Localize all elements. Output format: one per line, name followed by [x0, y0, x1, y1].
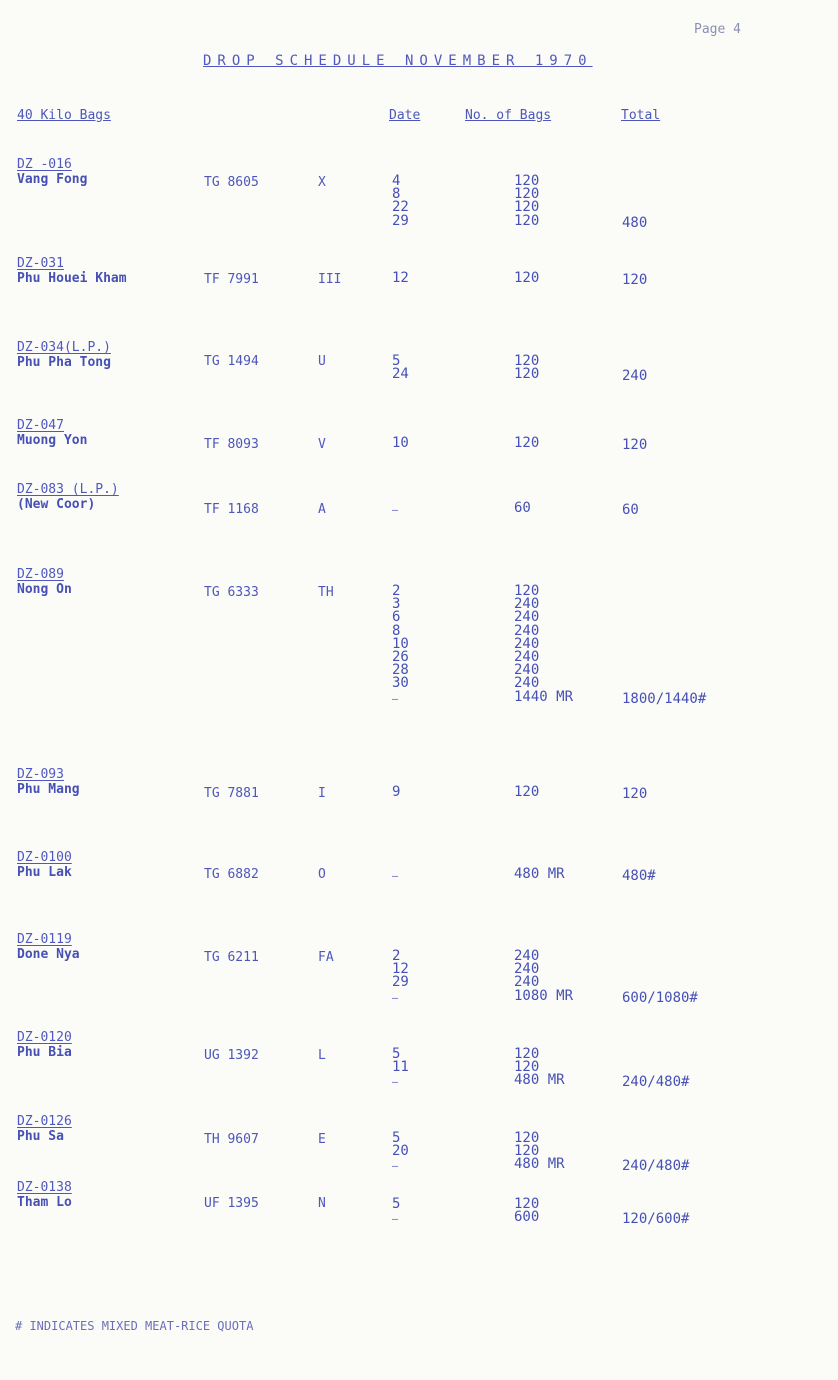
row-total: 120 — [622, 437, 648, 453]
bag-count: 480 MR — [514, 1156, 565, 1173]
grid-reference: TG 6882 — [204, 867, 259, 882]
dz-code: DZ-034(L.P.) — [17, 340, 111, 355]
bag-count: 120 — [514, 353, 540, 369]
zone-letter: FA — [318, 950, 334, 965]
drop-date: 8 — [392, 622, 401, 639]
header-total: Total — [621, 108, 661, 123]
bag-count: 240 — [514, 649, 540, 665]
grid-reference: TF 7991 — [204, 272, 259, 287]
bag-count: 240 — [514, 961, 540, 978]
grid-reference: UG 1392 — [204, 1048, 259, 1063]
dz-code: DZ-0138 — [17, 1180, 72, 1195]
drop-date: 10 — [392, 435, 409, 451]
bag-count: 120 — [514, 270, 540, 286]
bag-count: 1080 MR — [514, 987, 574, 1004]
bag-count: 60 — [514, 500, 531, 516]
row-total: 480# — [622, 868, 656, 884]
dz-location-name: Vang Fong — [17, 172, 88, 187]
drop-date: 5 — [392, 1046, 401, 1062]
zone-letter: O — [318, 867, 326, 882]
dz-code: DZ-0120 — [17, 1030, 72, 1045]
grid-reference: TG 6211 — [204, 950, 259, 965]
drop-date: — — [392, 505, 399, 516]
drop-date: 12 — [392, 961, 409, 978]
drop-date: 12 — [392, 270, 409, 286]
bag-count: 600 — [514, 1209, 540, 1226]
drop-date: 20 — [392, 1143, 409, 1160]
bag-count: 240 — [514, 662, 540, 679]
row-total: 240/480# — [622, 1074, 690, 1091]
row-total: 600/1080# — [622, 989, 698, 1006]
bag-count: 1440 MR — [514, 688, 574, 705]
grid-reference: TG 8605 — [204, 175, 259, 190]
bag-count: 240 — [514, 622, 540, 639]
dz-code: DZ-093 — [17, 767, 64, 782]
bag-count: 480 MR — [514, 1072, 565, 1089]
grid-reference: TF 8093 — [204, 437, 259, 452]
bag-count: 240 — [514, 635, 540, 652]
row-total: 480 — [622, 214, 648, 231]
bag-count: 120 — [514, 199, 540, 216]
bag-count: 120 — [514, 1046, 540, 1062]
drop-date: 11 — [392, 1059, 409, 1076]
document-title: DROP SCHEDULE NOVEMBER 1970 — [203, 53, 593, 69]
drop-date: — — [392, 871, 399, 882]
footnote: # INDICATES MIXED MEAT-RICE QUOTA — [15, 1319, 254, 1333]
bag-count: 240 — [514, 974, 540, 991]
zone-letter: III — [318, 272, 342, 287]
row-total: 120/600# — [622, 1211, 690, 1228]
drop-date: 5 — [392, 1196, 401, 1212]
dz-location-name: Phu Sa — [17, 1129, 64, 1144]
row-total: 240 — [622, 368, 648, 385]
dz-code: DZ-0100 — [17, 850, 72, 865]
bag-count: 120 — [514, 212, 540, 229]
bag-count: 120 — [514, 366, 540, 383]
bag-count: 240 — [514, 609, 540, 626]
bag-count: 120 — [514, 173, 540, 189]
drop-date: 30 — [392, 675, 409, 692]
dz-code: DZ-083 (L.P.) — [17, 482, 119, 497]
bag-count: 240 — [514, 675, 540, 692]
drop-date: 5 — [392, 1130, 401, 1146]
dz-code: DZ-089 — [17, 567, 64, 582]
drop-date: 24 — [392, 366, 409, 383]
row-total: 240/480# — [622, 1158, 690, 1175]
header-no-of-bags: No. of Bags — [465, 108, 552, 123]
grid-reference: TH 9607 — [204, 1132, 259, 1147]
drop-date: 3 — [392, 596, 401, 613]
zone-letter: I — [318, 786, 326, 801]
zone-letter: U — [318, 354, 326, 369]
drop-date: — — [392, 992, 399, 1004]
dz-location-name: Phu Pha Tong — [17, 355, 111, 370]
grid-reference: UF 1395 — [204, 1196, 259, 1211]
bag-count: 480 MR — [514, 866, 565, 882]
dz-code: DZ-0119 — [17, 932, 72, 947]
drop-date: 2 — [392, 583, 401, 599]
dz-location-name: Done Nya — [17, 947, 80, 962]
dz-code: DZ -016 — [17, 157, 72, 172]
zone-letter: X — [318, 175, 326, 190]
drop-date: 29 — [392, 212, 409, 229]
grid-reference: TG 1494 — [204, 354, 259, 369]
dz-location-name: (New Coor) — [17, 497, 96, 512]
header-date: Date — [389, 108, 421, 123]
row-total: 120 — [622, 272, 648, 288]
drop-date: 28 — [392, 662, 409, 679]
drop-date: 8 — [392, 186, 401, 203]
dz-location-name: Muong Yon — [17, 433, 88, 448]
dz-location-name: Nong On — [17, 582, 72, 597]
page-number: Page 4 — [694, 22, 741, 37]
bag-count: 120 — [514, 1143, 540, 1160]
bag-count: 120 — [514, 186, 540, 203]
bag-count: 240 — [514, 596, 540, 613]
header-bags: 40 Kilo Bags — [17, 108, 111, 123]
drop-date: — — [392, 1161, 399, 1173]
zone-letter: E — [318, 1132, 326, 1147]
zone-letter: TH — [318, 585, 334, 600]
drop-date: 2 — [392, 948, 401, 964]
row-total: 120 — [622, 786, 648, 802]
bag-count: 120 — [514, 1059, 540, 1076]
drop-date: 5 — [392, 353, 401, 369]
dz-location-name: Phu Lak — [17, 865, 72, 880]
drop-date: 22 — [392, 199, 409, 216]
bag-count: 120 — [514, 583, 540, 599]
bag-count: 120 — [514, 1130, 540, 1146]
grid-reference: TG 6333 — [204, 585, 259, 600]
bag-count: 120 — [514, 784, 540, 800]
drop-date: 6 — [392, 609, 401, 626]
dz-location-name: Phu Houei Kham — [17, 271, 127, 286]
drop-date: — — [392, 1214, 399, 1226]
dz-location-name: Tham Lo — [17, 1195, 72, 1210]
bag-count: 120 — [514, 1196, 540, 1212]
dz-code: DZ-0126 — [17, 1114, 72, 1129]
dz-code: DZ-031 — [17, 256, 64, 271]
grid-reference: TF 1168 — [204, 502, 259, 517]
grid-reference: TG 7881 — [204, 786, 259, 801]
zone-letter: A — [318, 502, 326, 517]
zone-letter: N — [318, 1196, 326, 1211]
dz-location-name: Phu Mang — [17, 782, 80, 797]
drop-date: 9 — [392, 784, 401, 800]
drop-date: 4 — [392, 173, 401, 189]
dz-location-name: Phu Bia — [17, 1045, 72, 1060]
bag-count: 240 — [514, 948, 540, 964]
zone-letter: V — [318, 437, 326, 452]
row-total: 1800/1440# — [622, 690, 707, 707]
drop-date: 10 — [392, 635, 409, 652]
row-total: 60 — [622, 502, 639, 518]
bag-count: 120 — [514, 435, 540, 451]
drop-date: 26 — [392, 649, 409, 665]
drop-date: — — [392, 1077, 399, 1089]
drop-date: 29 — [392, 974, 409, 991]
dz-code: DZ-047 — [17, 418, 64, 433]
zone-letter: L — [318, 1048, 326, 1063]
drop-date: — — [392, 693, 399, 705]
